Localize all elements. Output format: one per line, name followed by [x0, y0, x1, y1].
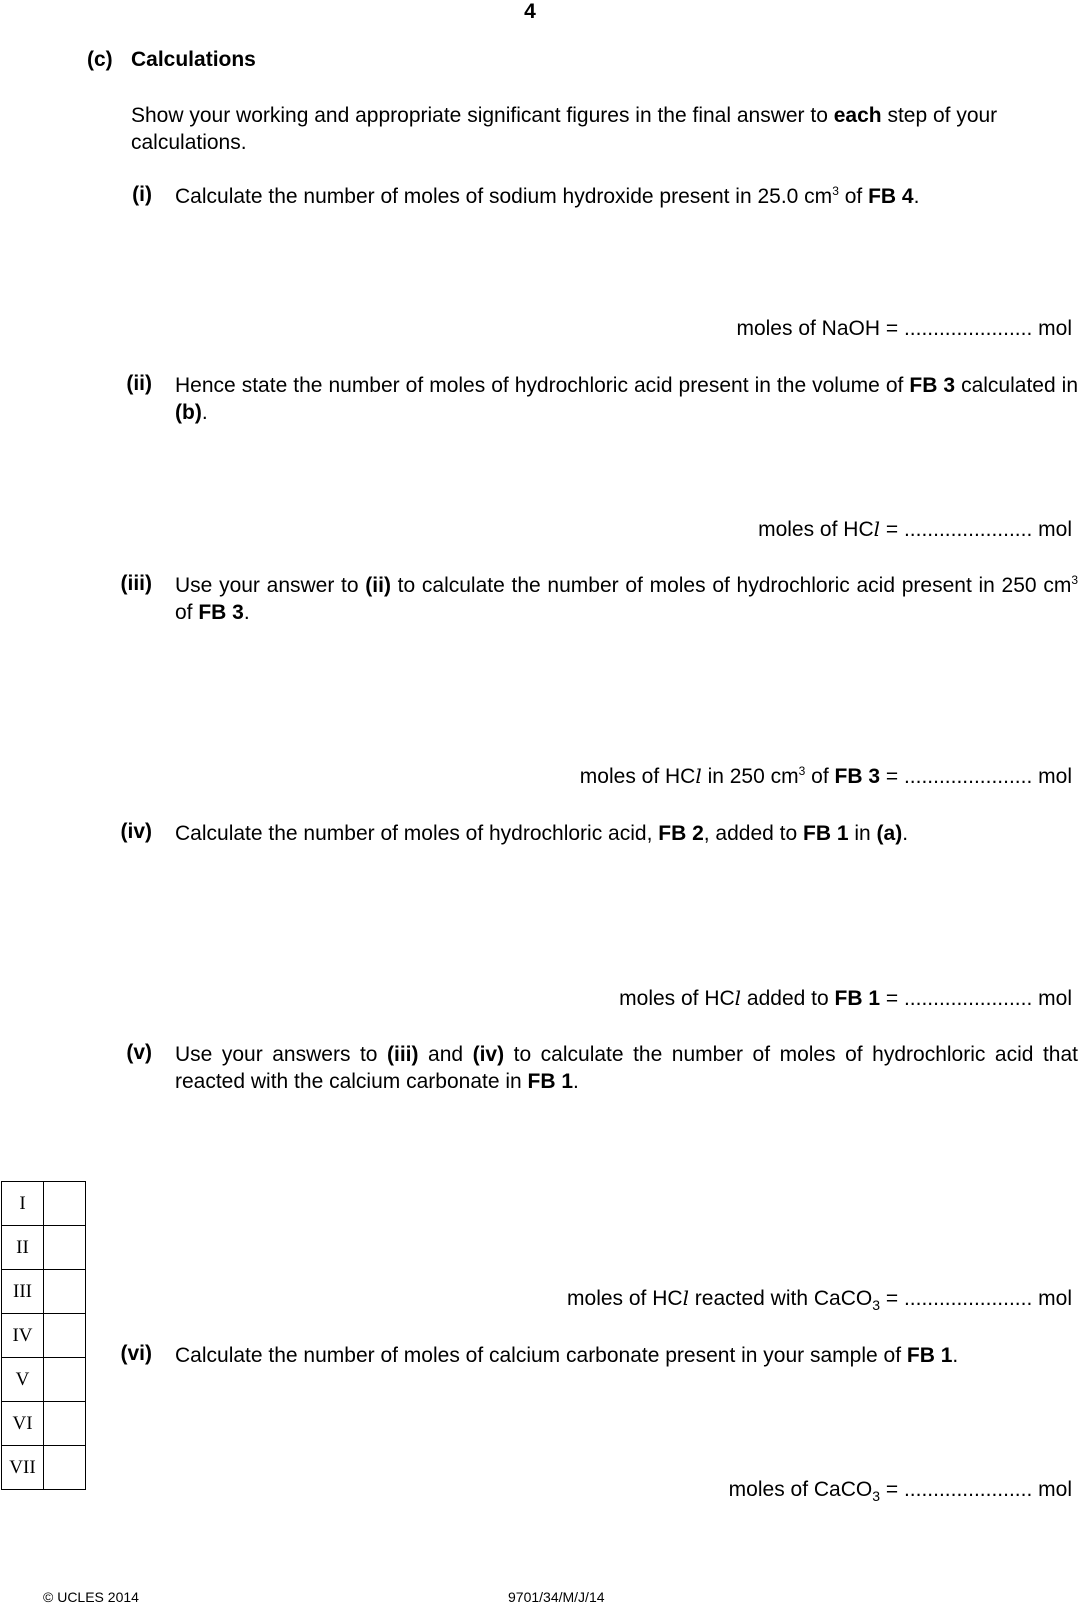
question-number-iii: (iii) [120, 572, 152, 595]
answer-line-v[interactable]: moles of HCl reacted with CaCO$_3$ = ...................... mol [567, 1286, 1072, 1313]
mark-row [2, 1182, 86, 1226]
question-text-vi: Calculate the number of moles of calcium carbonate present in your sample of FB 1. [175, 1344, 959, 1367]
mark-row [2, 1446, 86, 1490]
mark-row [2, 1226, 86, 1270]
mark-label: III [2, 1270, 44, 1314]
page-number: 4 [524, 0, 536, 23]
mark-label: IV [2, 1314, 44, 1358]
answer-line-iv[interactable]: moles of HCl added to FB 1 = ...................... mol [619, 986, 1072, 1010]
section-label: (c) [87, 48, 113, 71]
mark-box [44, 1358, 86, 1402]
answer-line-i[interactable]: moles of NaOH = ...................... mol [736, 317, 1072, 340]
question-text-i: Calculate the number of moles of sodium hydroxide present in 25.0 $cm^3$ of FB 4. [175, 184, 920, 208]
mark-label: VI [2, 1402, 44, 1446]
mark-label: VII [2, 1446, 44, 1490]
section-title: Calculations [131, 48, 256, 71]
mark-box [44, 1182, 86, 1226]
question-text-iii: Use your answer to (ii) to calculate the number of moles of hydrochloric acid present in 250 $cm^3$ of FB 3. [175, 573, 1078, 624]
answer-line-vi[interactable]: moles of CaCO$_3$ = ...................... mol [728, 1478, 1072, 1504]
mark-row [2, 1402, 86, 1446]
question-text-iv: Calculate the number of moles of hydrochloric acid, FB 2, added to FB 1 in (a). [175, 822, 909, 845]
answer-line-iii[interactable]: moles of HCl in 250 $cm^3$ of FB 3 = ...................... mol [579, 764, 1072, 788]
mark-row [2, 1270, 86, 1314]
mark-row [2, 1358, 86, 1402]
footer-copyright: © UCLES 2014 [43, 1589, 139, 1605]
question-number-v: (v) [126, 1041, 152, 1064]
question-number-vi: (vi) [120, 1342, 152, 1365]
mark-box [44, 1402, 86, 1446]
question-text-ii: Hence state the number of moles of hydrochloric acid present in the volume of FB 3 calculated in (b). [175, 374, 1078, 424]
mark-row [2, 1314, 86, 1358]
mark-label: II [2, 1226, 44, 1270]
question-number-iv: (iv) [120, 820, 152, 843]
mark-box [44, 1314, 86, 1358]
mark-box [44, 1226, 86, 1270]
footer-code: 9701/34/M/J/14 [508, 1589, 605, 1605]
answer-line-ii[interactable]: moles of HCl = ...................... mol [758, 517, 1072, 541]
question-text-v: Use your answers to (iii) and (iv) to calculate the number of moles of hydrochloric acid that reacted with the calcium carbonate in FB 1. [175, 1043, 1078, 1093]
mark-grid [1, 1181, 86, 1490]
mark-label: I [2, 1182, 44, 1226]
question-number-i: (i) [132, 183, 152, 206]
mark-label: V [2, 1358, 44, 1402]
mark-box [44, 1270, 86, 1314]
question-number-ii: (ii) [126, 372, 152, 395]
mark-box [44, 1446, 86, 1490]
instructions: Show your working and appropriate significant figures in the final answer to each step of your calculations. [131, 104, 998, 154]
